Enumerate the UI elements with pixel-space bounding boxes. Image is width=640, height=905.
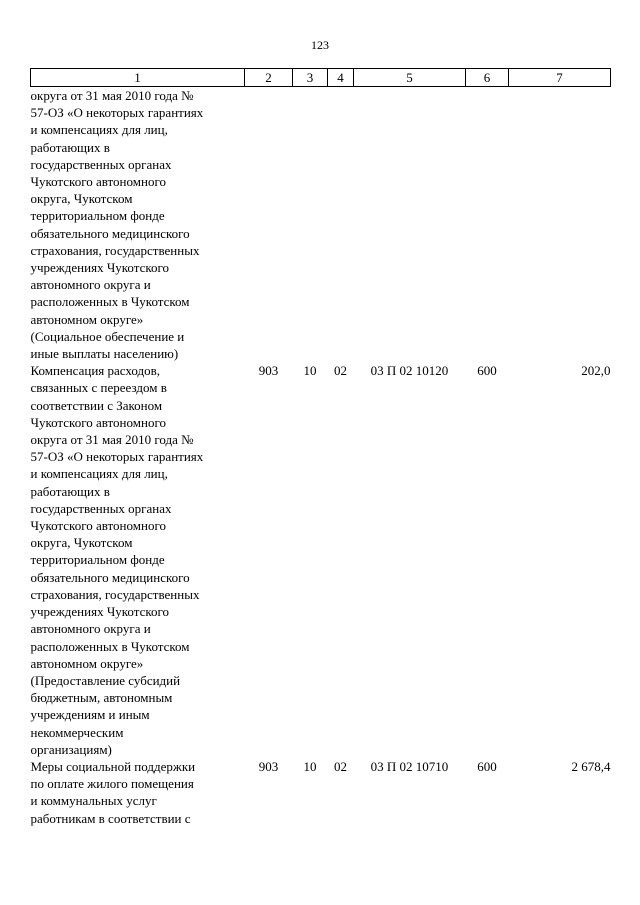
description-line: 57-ОЗ «О некоторых гарантиях xyxy=(30,449,204,465)
cell-expense-type xyxy=(466,87,509,363)
description-line: расположенных в Чукотском xyxy=(30,638,190,654)
description-line: соответствии с Законом xyxy=(30,397,163,413)
row-description xyxy=(31,758,245,827)
cell-amount: 2 678,4 xyxy=(571,758,611,774)
table-header xyxy=(31,69,611,87)
description-line: обязательного медицинского xyxy=(30,225,190,241)
table-row xyxy=(31,758,611,827)
description-line: автономного округа и xyxy=(30,277,151,293)
description-line: и коммунальных услуг xyxy=(30,793,157,809)
table-body xyxy=(31,87,611,827)
cell-amount xyxy=(509,87,611,363)
budget-table xyxy=(30,68,611,827)
description-line: бюджетным, автономным xyxy=(30,690,173,706)
cell-amount: 202,0 xyxy=(581,363,611,379)
table-row xyxy=(31,87,611,363)
description-line: Чукотского автономного xyxy=(30,414,166,430)
description-line: территориальном фонде xyxy=(30,552,165,568)
description-line: учреждениях Чукотского xyxy=(30,260,170,276)
description-line: расположенных в Чукотском xyxy=(30,294,190,310)
description-line: государственных органах xyxy=(30,500,172,516)
description-line: учреждениях Чукотского xyxy=(30,604,170,620)
cell-ministry-code: 903 xyxy=(258,758,279,774)
description-line: округа, Чукотском xyxy=(30,191,133,207)
cell-section xyxy=(293,87,328,363)
description-line: округа от 31 мая 2010 года № xyxy=(30,432,194,448)
description-line: Чукотского автономного xyxy=(30,518,166,534)
cell-subsection: 02 xyxy=(334,758,347,774)
description-line: работникам в соответствии с xyxy=(30,810,191,826)
description-line: работающих в xyxy=(30,139,110,155)
description-line: (Социальное обеспечение и xyxy=(30,328,185,344)
table-row xyxy=(31,362,611,758)
description-line: территориальном фонде xyxy=(30,208,165,224)
description-line: учреждениям и иным xyxy=(30,707,150,723)
description-line: (Предоставление субсидий xyxy=(30,672,181,688)
column-header-6: 6 xyxy=(466,69,509,87)
cell-expense-type: 600 xyxy=(477,758,497,774)
cell-subsection: 02 xyxy=(334,363,347,379)
cell-subsection xyxy=(328,87,354,363)
description-line: обязательного медицинского xyxy=(30,569,190,585)
cell-section: 10 xyxy=(303,363,317,379)
cell-section: 10 xyxy=(303,758,317,774)
description-line: Меры социальной поддержки xyxy=(30,758,196,774)
description-line: по оплате жилого помещения xyxy=(30,776,194,792)
cell-ministry-code: 903 xyxy=(258,363,279,379)
description-line: государственных органах xyxy=(30,156,172,172)
description-line: автономном округе» xyxy=(30,655,144,671)
description-line: Компенсация расходов, xyxy=(30,363,161,379)
column-header-4: 4 xyxy=(328,69,354,87)
description-line: округа, Чукотском xyxy=(30,535,133,551)
description-line: округа от 31 мая 2010 года № xyxy=(30,88,194,103)
description-line: автономного округа и xyxy=(30,621,151,637)
description-line: 57-ОЗ «О некоторых гарантиях xyxy=(30,105,204,121)
cell-target-article xyxy=(354,87,466,363)
column-header-7: 7 xyxy=(509,69,611,87)
description-line: и компенсациях для лиц, xyxy=(30,122,168,138)
page-number: 123 xyxy=(311,38,329,52)
header-row xyxy=(31,69,611,87)
column-header-5: 5 xyxy=(354,69,466,87)
description-line: некоммерческим xyxy=(30,724,124,740)
column-header-2: 2 xyxy=(245,69,293,87)
cell-ministry-code xyxy=(245,87,293,363)
description-line: работающих в xyxy=(30,483,110,499)
description-line: иные выплаты населению) xyxy=(30,346,179,362)
description-line: связанных с переездом в xyxy=(30,380,167,396)
row-description xyxy=(31,362,245,758)
cell-target-article: 03 П 02 10710 xyxy=(370,758,449,774)
description-line: Чукотского автономного xyxy=(30,174,166,190)
description-line: автономном округе» xyxy=(30,311,144,327)
row-description xyxy=(31,87,245,363)
description-line: страхования, государственных xyxy=(30,242,200,258)
cell-target-article: 03 П 02 10120 xyxy=(370,363,449,379)
cell-expense-type: 600 xyxy=(477,363,497,379)
description-line: организациям) xyxy=(30,741,112,757)
column-header-1: 1 xyxy=(31,69,245,87)
description-line: и компенсациях для лиц, xyxy=(30,466,168,482)
description-line: страхования, государственных xyxy=(30,586,200,602)
column-header-3: 3 xyxy=(293,69,328,87)
